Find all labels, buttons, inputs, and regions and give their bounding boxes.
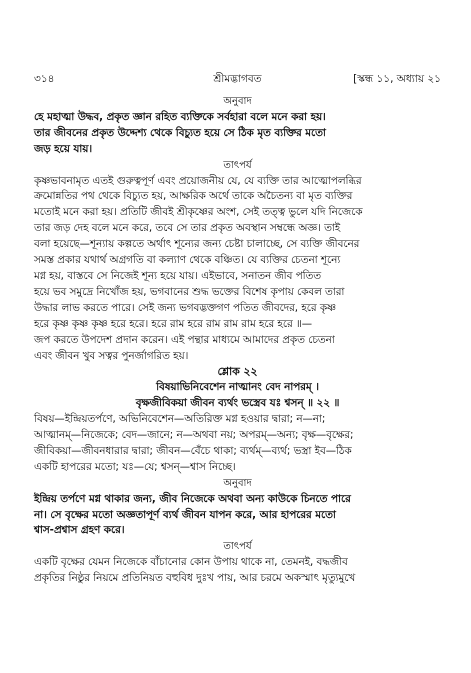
verse-line: বিষয়াভিনিবেশেন নাত্মানং বেদ নাপরম্ । — [156, 381, 319, 394]
text-line: তার জীবনের প্রকৃত উদ্দেশ্য থেকে বিচ্যুত হয়ে সে ঠিক মৃত ব্যক্তির মতো — [34, 126, 326, 139]
text-line: জড় হয়ে যায়। — [34, 142, 93, 155]
text-line: হরে কৃষ্ণ কৃষ্ণ কৃষ্ণ হরে হরে। হরে রাম হরে রাম রাম রাম হরে হরে ॥— — [34, 317, 313, 330]
text-line: হয়ে ভব সমুদ্রে নিখোঁজ হয়, ভগবানের শুদ্ধ ভক্তের বিশেষ কৃপায় কেবল তারা — [34, 285, 345, 298]
text-line: মতোই মনে করা হয়। প্রতিটি জীবই শ্রীকৃষ্ণের অংশ, সেই তত্ত্ব ভুলে যদি নিজেকে — [34, 206, 363, 219]
text-line: হে মহাত্মা উদ্ধব, প্রকৃত জ্ঞান রহিত ব্যক্তিকে সর্বহারা বলে মনে করা হয়। — [34, 110, 326, 123]
verse-text — [34, 380, 441, 412]
text-line: সমস্ত প্রকার যথার্থ অগ্রগতি বা কল্যাণ থেকে বঞ্চিত। যে ব্যক্তির চেতনা শূন্যে — [34, 254, 341, 267]
translation-heading: অনুবাদ — [223, 96, 252, 107]
text-line: শ্বাস-প্রশ্বাস গ্রহণ করে। — [34, 524, 125, 537]
purport-text — [34, 555, 441, 587]
text-line: এবং জীবন খুব সত্বর পুনর্জাগরিত হয়। — [34, 349, 189, 362]
text-line: না। সে বৃক্ষের মতো অজ্ঞতাপূর্ণ ব্যর্থ জীবন যাপন করে, আর হাপরের মতো — [34, 508, 336, 521]
text-line: একটি বৃক্ষের যেমন নিজেকে বাঁচানোর কোন উপায় থাকে না, তেমনই, বদ্ধজীব — [34, 556, 348, 569]
section-reference: [স্কন্ধ ১১, অধ্যায় ২১ — [353, 73, 441, 85]
text-line: ক্রমোন্নতির পথ থেকে বিচ্যুত হয়, আক্ষরিক অর্থে তাকে অচৈতন্য বা মৃত ব্যক্তির — [34, 190, 353, 203]
text-line: একটি হাপরের মতো; যঃ—যে; শ্বসন্—শ্বাস নিচ্ছে। — [34, 460, 236, 473]
text-line: বলা হয়েছে—শূন্যায় কল্পতে অর্থাৎ শূন্যের জন্য চেষ্টা চালাচ্ছে, সে ব্যক্তি জীবনের — [34, 238, 360, 251]
page-number: ৩১৪ — [34, 73, 55, 85]
verse-title: শ্লোক ২২ — [217, 365, 258, 379]
text-line: আত্মানম্—নিজেকে; বেদ—জানে; ন—অথবা নয়; অপরম্—অন্য; বৃক্ষ—বৃক্ষের; — [34, 429, 354, 442]
translation-text — [34, 492, 441, 540]
text-line: মগ্ন হয়, বাস্তবে সে নিজেই শূন্য হয়ে যায়। এইভাবে, সনাতন জীব পতিত — [34, 269, 321, 282]
synonyms-text — [34, 412, 441, 476]
verse-line: বৃক্ষজীবিকয়া জীবন ব্যর্থং ভস্ত্রেব যঃ শ্বসন্ ॥ ২২ ॥ — [135, 397, 340, 410]
translation-text — [34, 110, 441, 158]
text-line: জপ করতে উপদেশ প্রদান করেন। এই পন্থার মাধ্যমে আমাদের প্রকৃত চেতনা — [34, 333, 335, 346]
purport-heading: তাৎপর্য — [223, 541, 252, 553]
page-header — [34, 72, 441, 90]
text-line: বিষয়—ইন্দ্রিয়তর্পণে, অভিনিবেশেন—অতিরিক্ত মগ্ন হওয়ার দ্বারা; ন—না; — [34, 413, 326, 426]
text-line: কৃষ্ণভাবনামৃত এতই গুরুত্বপূর্ণ এবং প্রয়োজনীয় যে, যে ব্যক্তি তার আত্মোপলব্ধির — [34, 174, 362, 187]
text-line: প্রকৃতির নিষ্ঠুর নিয়মে প্রতিনিয়ত বহুবিধ দুঃখ পায়, আর চরমে অকস্মাৎ মৃত্যুমুখে — [34, 572, 356, 585]
text-line: ইন্দ্রিয় তর্পণে মগ্ন থাকার জন্য, জীব নিজেকে অথবা অন্য কাউকে চিনতে পারে — [34, 492, 351, 505]
text-line: তার জড় দেহ বলে মনে করে, তবে সে তার প্রকৃত অবস্থান সম্বন্ধে অজ্ঞ। তাই — [34, 222, 341, 235]
text-line: জীবিকয়া—জীবনধারার দ্বারা; জীবন—বেঁচে থাকা; ব্যর্থম্—ব্যর্থ; ভস্ত্রা ইব—ঠিক — [34, 444, 352, 457]
text-line: উদ্ধার লাভ করতে পারে। সেই জন্য ভগবদ্ভক্তগণ পতিত জীবদের, হরে কৃষ্ণ — [34, 301, 336, 314]
book-title: শ্রীমদ্ভাগবত — [213, 73, 262, 85]
translation-heading: অনুবাদ — [223, 477, 252, 489]
purport-text — [34, 174, 441, 365]
page-content — [34, 94, 441, 587]
purport-heading: তাৎপর্য — [223, 159, 252, 171]
